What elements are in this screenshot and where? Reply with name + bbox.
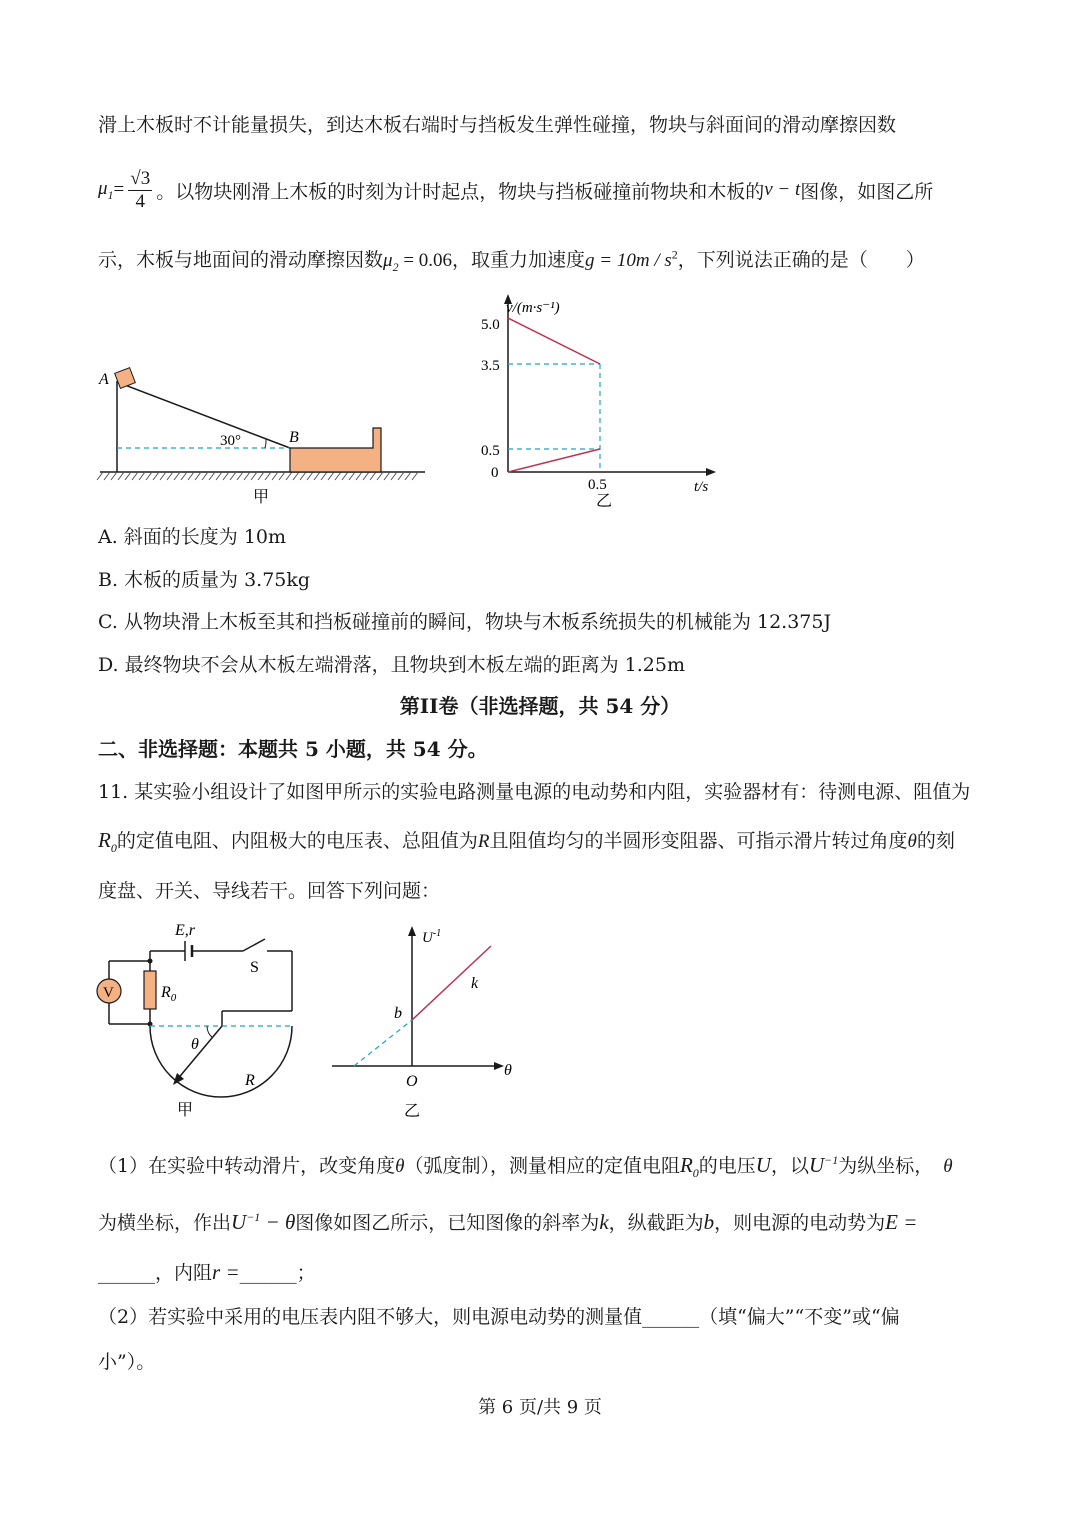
hatch-mark bbox=[363, 472, 369, 480]
p1-e: 为纵坐标， bbox=[838, 1155, 934, 1177]
q11-line1: 11. 某实验小组设计了如图甲所示的实验电路测量电源的电动势和内阻，实验器材有：待测电源、阻值为 bbox=[98, 781, 971, 803]
u-label-b: b bbox=[394, 1005, 402, 1022]
label-v: V bbox=[103, 985, 114, 1001]
vt-ylabel: v/(m·s⁻¹) bbox=[506, 300, 560, 316]
q11-p2-line2: 小”）。 bbox=[98, 1351, 156, 1373]
hatch-mark bbox=[377, 472, 383, 480]
hatch-mark bbox=[286, 472, 292, 480]
option-a: A. 斜面的长度为 10m bbox=[98, 526, 287, 548]
label-r: R bbox=[245, 1072, 255, 1089]
p1-r-equals: r = bbox=[212, 1260, 240, 1284]
u-ylabel: $U^{-1}$ bbox=[422, 928, 442, 946]
u-origin: O bbox=[406, 1073, 418, 1090]
q10-figure-incline bbox=[95, 360, 435, 520]
hatch-mark bbox=[258, 472, 264, 480]
label-a: A bbox=[99, 371, 109, 388]
u-caption: 乙 bbox=[404, 1103, 421, 1120]
hatch-mark bbox=[209, 472, 215, 480]
mu2-symbol: $\mu_2$ bbox=[383, 250, 399, 274]
hatch-mark bbox=[300, 472, 306, 480]
incline-outline bbox=[117, 382, 290, 472]
p1-c: 的电压 bbox=[698, 1155, 756, 1177]
p1-b-symbol: b bbox=[703, 1210, 715, 1234]
hatch-mark bbox=[279, 472, 285, 480]
hatch-mark bbox=[230, 472, 236, 480]
label-angle: 30° bbox=[220, 433, 241, 449]
p1-theta: θ bbox=[395, 1156, 405, 1177]
hatch-mark bbox=[349, 472, 355, 480]
mu1-symbol: $\mu_1$ bbox=[98, 177, 114, 202]
hatch-mark bbox=[293, 472, 299, 480]
hatch-mark bbox=[237, 472, 243, 480]
equals-sign: = bbox=[113, 179, 125, 200]
vt-tick-35: 3.5 bbox=[481, 358, 500, 374]
hatch-mark bbox=[412, 472, 418, 480]
p1-line2-c: ，纵截距为 bbox=[608, 1212, 704, 1234]
vt-tick-0: 0 bbox=[491, 465, 499, 481]
fraction-numerator: √3 bbox=[130, 167, 151, 189]
q10-line2 bbox=[98, 160, 933, 220]
fraction-sqrt3-over-4 bbox=[128, 168, 152, 213]
q11-figure-circuit bbox=[95, 915, 305, 1125]
volume-title: 第II卷（非选择题，共 54 分） bbox=[399, 694, 681, 718]
slider-arm bbox=[176, 1026, 222, 1081]
hatch-mark bbox=[314, 472, 320, 480]
r0-symbol: $R_0$ bbox=[98, 828, 117, 856]
hatch-mark bbox=[321, 472, 327, 480]
hatch-mark bbox=[195, 472, 201, 480]
q11-line3: 度盘、开关、导线若干。回答下列问题： bbox=[98, 880, 441, 902]
vt-caption: 乙 bbox=[596, 493, 613, 510]
option-d: D. 最终物块不会从木板左端滑落，且物块到木板左端的距离为 1.25m bbox=[98, 654, 685, 676]
resistor-r0 bbox=[144, 971, 156, 1009]
hatch-mark bbox=[391, 472, 397, 480]
u-label-k: k bbox=[471, 975, 479, 992]
hatch-mark bbox=[153, 472, 159, 480]
hatch-mark bbox=[139, 472, 145, 480]
q10-line2-text: 。以物块刚滑上木板的时刻为计时起点，物块与挡板碰撞前物块和木板的 bbox=[156, 180, 765, 203]
u-xlabel: θ bbox=[504, 1062, 512, 1079]
hatch-mark bbox=[244, 472, 250, 480]
vt-board-line bbox=[508, 449, 600, 472]
vt-expression: v − t bbox=[764, 179, 801, 200]
p1-line3: ______，内阻 bbox=[98, 1262, 213, 1284]
hatch-mark bbox=[111, 472, 117, 480]
p1-a: （1）在实验中转动滑片，改变角度 bbox=[98, 1155, 396, 1177]
p1-line2-b: 图像如图乙所示，已知图像的斜率为 bbox=[295, 1212, 600, 1234]
p1-line3-end: ______； bbox=[239, 1262, 316, 1284]
hatch-mark bbox=[342, 472, 348, 480]
semicircle-resistor bbox=[150, 1026, 292, 1097]
board bbox=[290, 428, 381, 472]
hatch-mark bbox=[216, 472, 222, 480]
label-er: E,r bbox=[175, 922, 195, 939]
switch-lever bbox=[243, 939, 265, 951]
caption-circuit: 甲 bbox=[177, 1102, 194, 1119]
hatch-mark bbox=[251, 472, 257, 480]
q11-line2-c: 的刻 bbox=[916, 830, 955, 852]
vt-block-line bbox=[508, 318, 600, 364]
u-dash-extension bbox=[354, 1020, 412, 1066]
option-c: C. 从物块滑上木板至其和挡板碰撞前的瞬间，物块与木板系统损失的机械能为 12.375J bbox=[98, 611, 832, 633]
hatch-mark bbox=[223, 472, 229, 480]
hatch-mark bbox=[132, 472, 138, 480]
hatch-mark bbox=[356, 472, 362, 480]
u-line bbox=[412, 946, 491, 1020]
p1-theta2: θ bbox=[943, 1156, 953, 1177]
caption-jia: 甲 bbox=[253, 489, 270, 506]
q10-line3-b: ，取重力加速度 bbox=[452, 249, 586, 271]
vt-tick-x05: 0.5 bbox=[588, 477, 607, 493]
hatch-mark bbox=[104, 472, 110, 480]
q10-figure-vt-graph bbox=[470, 292, 730, 514]
q11-line2-b: 且阻值均匀的半圆形变阻器、可指示滑片转过角度 bbox=[489, 830, 908, 852]
hatch-mark bbox=[125, 472, 131, 480]
hatch-mark bbox=[174, 472, 180, 480]
r-symbol: R bbox=[477, 831, 490, 852]
hatch-mark bbox=[307, 472, 313, 480]
hatch-mark bbox=[97, 472, 103, 480]
mu2-value: = 0.06 bbox=[398, 250, 453, 271]
hatch-mark bbox=[167, 472, 173, 480]
ground-hatch bbox=[97, 472, 418, 480]
p1-b: （弧度制），测量相应的定值电阻 bbox=[404, 1155, 680, 1177]
p1-line2-d: ，则电源的电动势为 bbox=[714, 1212, 886, 1234]
theta-arc bbox=[207, 1026, 213, 1038]
p1-u-inverse: $U^{-1}$ bbox=[808, 1153, 839, 1177]
p1-expression: $U^{-1} - \theta$ bbox=[231, 1210, 296, 1234]
q11-p1-line2 bbox=[98, 1208, 917, 1235]
hatch-mark bbox=[405, 472, 411, 480]
page-footer: 第 6 页/共 9 页 bbox=[478, 1397, 602, 1418]
theta-symbol: θ bbox=[907, 831, 917, 852]
block-a bbox=[115, 368, 136, 389]
q11-p1-line3 bbox=[98, 1258, 316, 1285]
p1-d: ，以 bbox=[770, 1155, 809, 1177]
hatch-mark bbox=[398, 472, 404, 480]
p1-k: k bbox=[599, 1210, 609, 1234]
hatch-mark bbox=[384, 472, 390, 480]
vt-x-arrow bbox=[706, 468, 716, 476]
hatch-mark bbox=[202, 472, 208, 480]
hatch-mark bbox=[160, 472, 166, 480]
vt-tick-05: 0.5 bbox=[481, 443, 500, 459]
p1-e-equals: E = bbox=[885, 1210, 918, 1234]
q10-line3 bbox=[98, 245, 925, 275]
label-s: S bbox=[250, 959, 259, 976]
q10-line2-end: 图像，如图乙所 bbox=[800, 180, 934, 203]
p1-r0: $R_0$ bbox=[679, 1153, 699, 1181]
q10-line3-c: ，下列说法正确的是（ ） bbox=[677, 249, 925, 271]
q10-line3-a: 示，木板与地面间的滑动摩擦因数 bbox=[98, 249, 384, 271]
q11-figure-graph bbox=[330, 920, 530, 1125]
p1-line2-a: 为横坐标，作出 bbox=[98, 1212, 232, 1234]
q11-line2 bbox=[98, 826, 955, 856]
hatch-mark bbox=[146, 472, 152, 480]
hatch-mark bbox=[118, 472, 124, 480]
hatch-mark bbox=[272, 472, 278, 480]
hatch-mark bbox=[265, 472, 271, 480]
label-theta: θ bbox=[191, 1036, 199, 1053]
angle-arc bbox=[265, 439, 266, 448]
vt-tick-50: 5.0 bbox=[481, 317, 500, 333]
q11-p1-line1 bbox=[98, 1151, 953, 1181]
q11-p2-line1: （2）若实验中采用的电压表内阻不够大，则电源电动势的测量值______（填“偏大”“不变”或“偏 bbox=[98, 1306, 900, 1328]
g-expression: $g = 10m / s^2$ bbox=[585, 247, 678, 271]
hatch-mark bbox=[370, 472, 376, 480]
label-r0: $R_0$ bbox=[161, 984, 177, 1004]
q11-line2-a: 的定值电阻、内阻极大的电压表、总阻值为 bbox=[116, 830, 478, 852]
label-b: B bbox=[289, 429, 299, 446]
hatch-mark bbox=[181, 472, 187, 480]
u-x-arrow bbox=[494, 1062, 504, 1070]
hatch-mark bbox=[188, 472, 194, 480]
hatch-mark bbox=[335, 472, 341, 480]
part-title: 二、非选择题：本题共 5 小题，共 54 分。 bbox=[98, 737, 488, 761]
option-b: B. 木板的质量为 3.75kg bbox=[98, 569, 311, 591]
hatch-mark bbox=[328, 472, 334, 480]
vt-xlabel: t/s bbox=[694, 479, 709, 495]
q10-line1: 滑上木板时不计能量损失，到达木板右端时与挡板发生弹性碰撞，物块与斜面间的滑动摩擦因数 bbox=[98, 114, 897, 136]
p1-u: U bbox=[755, 1153, 771, 1177]
fraction-denominator: 4 bbox=[135, 190, 145, 212]
u-y-arrow bbox=[408, 926, 416, 936]
